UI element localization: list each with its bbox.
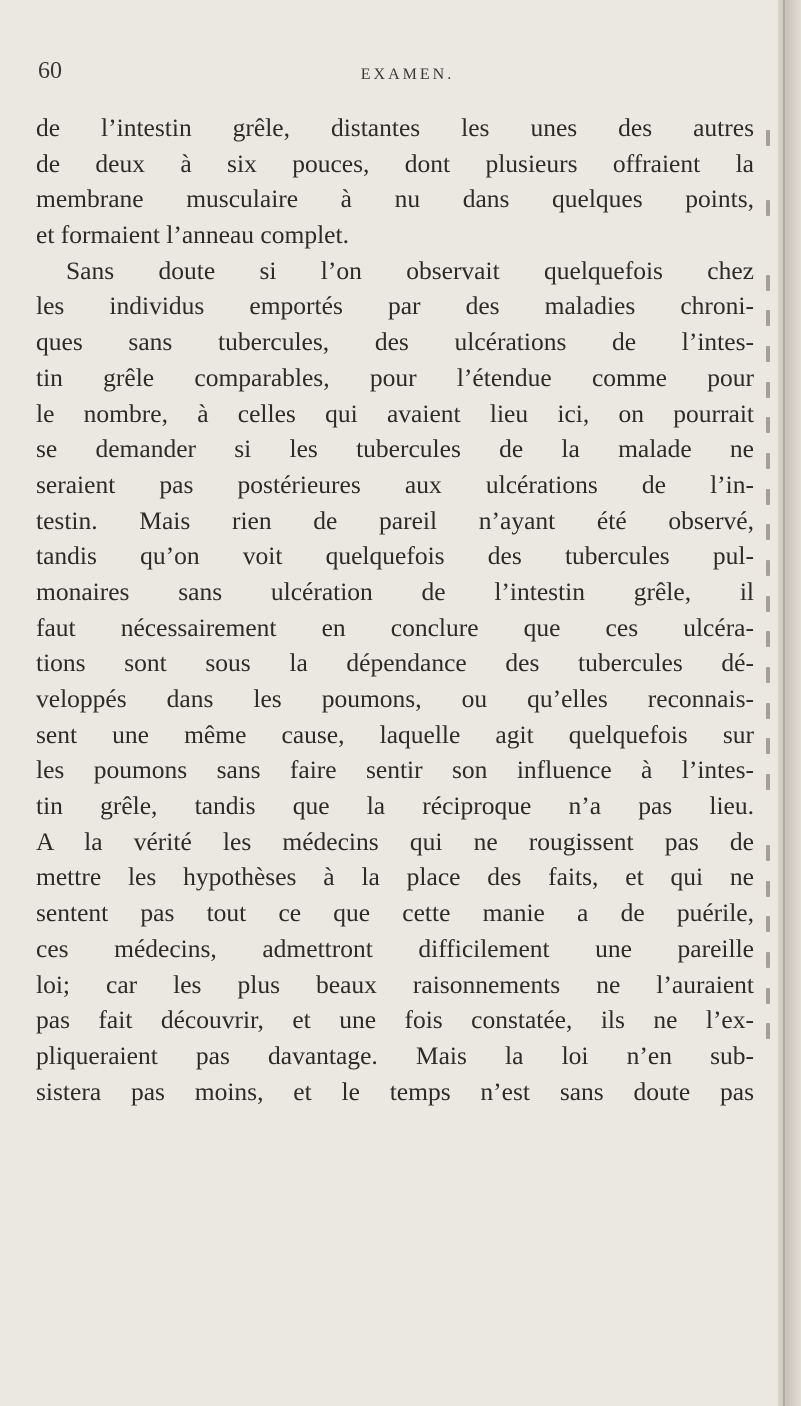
- text-line: veloppés dans les poumons, ou qu’elles reconnais-: [36, 684, 754, 713]
- bleed-mark: [766, 382, 770, 398]
- text-line: mettre les hypothèses à la place des faits, et qui ne: [36, 862, 754, 892]
- text-line: Sans doute si l’on observait quelquefois chez: [66, 255, 754, 285]
- bleed-mark: [766, 916, 770, 932]
- bleed-mark: [766, 631, 770, 647]
- page-number: 60: [38, 58, 62, 84]
- bleed-mark: [766, 774, 770, 790]
- text-line: monaires sans ulcération de l’intestin grêle, il: [36, 576, 754, 606]
- bleed-mark: [766, 667, 770, 683]
- text-line: pas fait découvrir, et une fois constatée, ils ne l’ex-: [36, 1005, 754, 1035]
- text-line: A la vérité les médecins qui ne rougissent pas de: [36, 826, 754, 856]
- text-line: les individus emportés par des maladies chroni-: [36, 291, 754, 321]
- text-line: sentent pas tout ce que cette manie a de puérile,: [36, 898, 754, 928]
- binding-shadow-line: [783, 0, 785, 1406]
- bleed-mark: [766, 130, 770, 146]
- text-line: loi; car les plus beaux raisonnements ne l’auraient: [36, 969, 754, 999]
- text-line: sent une même cause, laquelle agit quelquefois sur: [36, 719, 754, 749]
- bleed-mark: [766, 738, 770, 754]
- text-line: pliqueraient pas davantage. Mais la loi n’en sub-: [36, 1040, 754, 1070]
- text-line: tin grêle, tandis que la réciproque n’a pas lieu.: [36, 791, 754, 821]
- text-line: testin. Mais rien de pareil n’ayant été observé,: [36, 505, 754, 535]
- text-line: les poumons sans faire sentir son influence à l’intes-: [36, 755, 754, 785]
- running-head: EXAMEN.: [360, 66, 455, 83]
- text-line: se demander si les tubercules de la malade ne: [36, 434, 754, 464]
- bleed-mark: [766, 596, 770, 612]
- bleed-mark: [766, 417, 770, 433]
- text-line: de l’intestin grêle, distantes les unes des autres: [36, 113, 754, 142]
- bleed-mark: [766, 845, 770, 861]
- text-line: seraient pas postérieures aux ulcérations de l’in-: [36, 469, 754, 499]
- page-binding-edge: [778, 0, 801, 1406]
- text-line: tandis qu’on voit quelquefois des tubercules pul-: [36, 541, 754, 571]
- bleed-mark: [766, 560, 770, 576]
- bleed-mark: [766, 703, 770, 719]
- text-line: tin grêle comparables, pour l’étendue comme pour: [36, 362, 754, 392]
- bleed-mark: [766, 200, 770, 216]
- body-text: [36, 110, 754, 1109]
- bleed-through-marks: [760, 110, 780, 1110]
- bleed-mark: [766, 524, 770, 540]
- text-line: membrane musculaire à nu dans quelques points,: [36, 184, 754, 214]
- bleed-mark: [766, 275, 770, 291]
- text-line: ces médecins, admettront difficilement une pareille: [36, 933, 754, 963]
- text-line: et formaient l’anneau complet.: [36, 220, 349, 250]
- bleed-mark: [766, 453, 770, 469]
- text-line: ques sans tubercules, des ulcérations de l’intes-: [36, 327, 754, 357]
- bleed-mark: [766, 346, 770, 362]
- bleed-mark: [766, 310, 770, 326]
- bleed-mark: [766, 881, 770, 897]
- bleed-mark: [766, 988, 770, 1004]
- text-line: de deux à six pouces, dont plusieurs offraient la: [36, 148, 754, 178]
- text-line: faut nécessairement en conclure que ces ulcéra-: [36, 612, 754, 642]
- bleed-mark: [766, 952, 770, 968]
- text-line: sistera pas moins, et le temps n’est sans doute pas: [36, 1076, 754, 1106]
- bleed-mark: [766, 489, 770, 505]
- text-line: le nombre, à celles qui avaient lieu ici, on pourrait: [36, 398, 754, 428]
- bleed-mark: [766, 1023, 770, 1039]
- text-line: tions sont sous la dépendance des tubercules dé-: [36, 648, 754, 678]
